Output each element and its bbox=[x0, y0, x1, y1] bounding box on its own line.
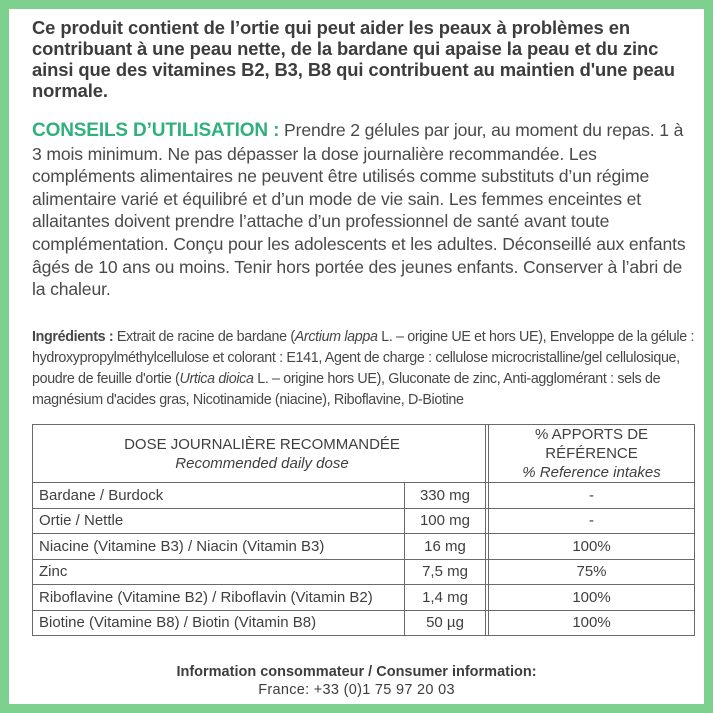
label-panel bbox=[9, 9, 704, 704]
ingredients-text-1: Extrait de racine de bardane ( bbox=[113, 329, 295, 345]
header-dose-fr: DOSE JOURNALIÈRE RECOMMANDÉE bbox=[124, 435, 400, 453]
header-ref bbox=[489, 425, 695, 483]
header-dose bbox=[33, 425, 486, 483]
row-quantity: 16 mg bbox=[405, 534, 486, 560]
row-reference: 100% bbox=[489, 585, 695, 611]
table-row bbox=[33, 610, 695, 636]
row-quantity: 1,4 mg bbox=[405, 585, 486, 611]
consumer-info-phone: France: +33 (0)1 75 97 20 03 bbox=[258, 682, 455, 698]
nutrition-table bbox=[32, 424, 695, 636]
row-reference: - bbox=[489, 508, 695, 534]
product-description: Ce produit contient de l’ortie qui peut aider les peaux à problèmes en contribuant à une peau nette, de la bardane qui apaise la peau et du zinc ainsi que des vitamines B2, B3, B8 qui contribuent au maintien d'une peau normale. bbox=[32, 17, 675, 101]
ingredients-latin-2: Urtica dioica bbox=[179, 371, 254, 387]
table-row bbox=[33, 559, 695, 585]
ingredients-label: Ingrédients : bbox=[32, 329, 114, 345]
usage-advice bbox=[32, 119, 697, 301]
row-name: Bardane / Burdock bbox=[33, 483, 405, 509]
table-row bbox=[33, 483, 695, 509]
row-quantity: 50 µg bbox=[405, 610, 486, 636]
row-name: Niacine (Vitamine B3) / Niacin (Vitamin B3) bbox=[33, 534, 405, 560]
header-ref-en: % Reference intakes bbox=[522, 464, 661, 481]
ingredients-latin-1: Arctium lappa bbox=[294, 329, 378, 345]
table-row bbox=[33, 534, 695, 560]
table-row bbox=[33, 585, 695, 611]
row-name: Riboflavine (Vitamine B2) / Riboflavin (Vitamin B2) bbox=[33, 585, 405, 611]
ingredients-text-2: L. – origine UE et hors UE), Enveloppe de la gélule : hydroxypropylméthylcellulose et colorant : E141, Agent de charge : cellulose microcristalline/gel cellulosique, poudre de feuille d'ortie ( bbox=[32, 329, 695, 387]
row-quantity: 7,5 mg bbox=[405, 559, 486, 585]
ingredients-list bbox=[32, 327, 697, 411]
row-quantity: 330 mg bbox=[405, 483, 486, 509]
row-reference: 100% bbox=[489, 534, 695, 560]
usage-advice-text: Prendre 2 gélules par jour, au moment du repas. 1 à 3 mois minimum. Ne pas dépasser la dose journalière recommandée. Les compléments alimentaires ne peuvent être utilisés comme substituts d’un régime alimentaire varié et équilibré et d’un mode de vie sain. Les femmes enceintes et allaitantes doivent prendre l’attache d’un professionnel de santé avant toute complémentation. Conçu pour les adolescents et les adultes. Déconseillé aux enfants âgés de 10 ans ou moins. Tenir hors portée des jeunes enfants. Conserver à l’abri de la chaleur. bbox=[32, 120, 686, 300]
table-row bbox=[33, 508, 695, 534]
row-reference: - bbox=[489, 483, 695, 509]
row-name: Biotine (Vitamine B8) / Biotin (Vitamin B8) bbox=[33, 610, 405, 636]
header-dose-en: Recommended daily dose bbox=[175, 454, 349, 472]
usage-advice-heading: CONSEILS D’UTILISATION : bbox=[32, 120, 280, 141]
row-reference: 100% bbox=[489, 610, 695, 636]
row-name: Zinc bbox=[33, 559, 405, 585]
row-quantity: 100 mg bbox=[405, 508, 486, 534]
header-ref-fr: % APPORTS DE RÉFÉRENCE bbox=[534, 426, 649, 462]
table-header-row bbox=[33, 425, 695, 483]
consumer-info-title: Information consommateur / Consumer information: bbox=[176, 664, 537, 680]
ingredients-text-3: L. – origine hors UE), Gluconate de zinc, Anti-agglomérant : sels de magnésium d'acides gras, Nicotinamide (niacine), Riboflavine, D-Biotine bbox=[32, 371, 661, 408]
row-name: Ortie / Nettle bbox=[33, 508, 405, 534]
row-reference: 75% bbox=[489, 559, 695, 585]
